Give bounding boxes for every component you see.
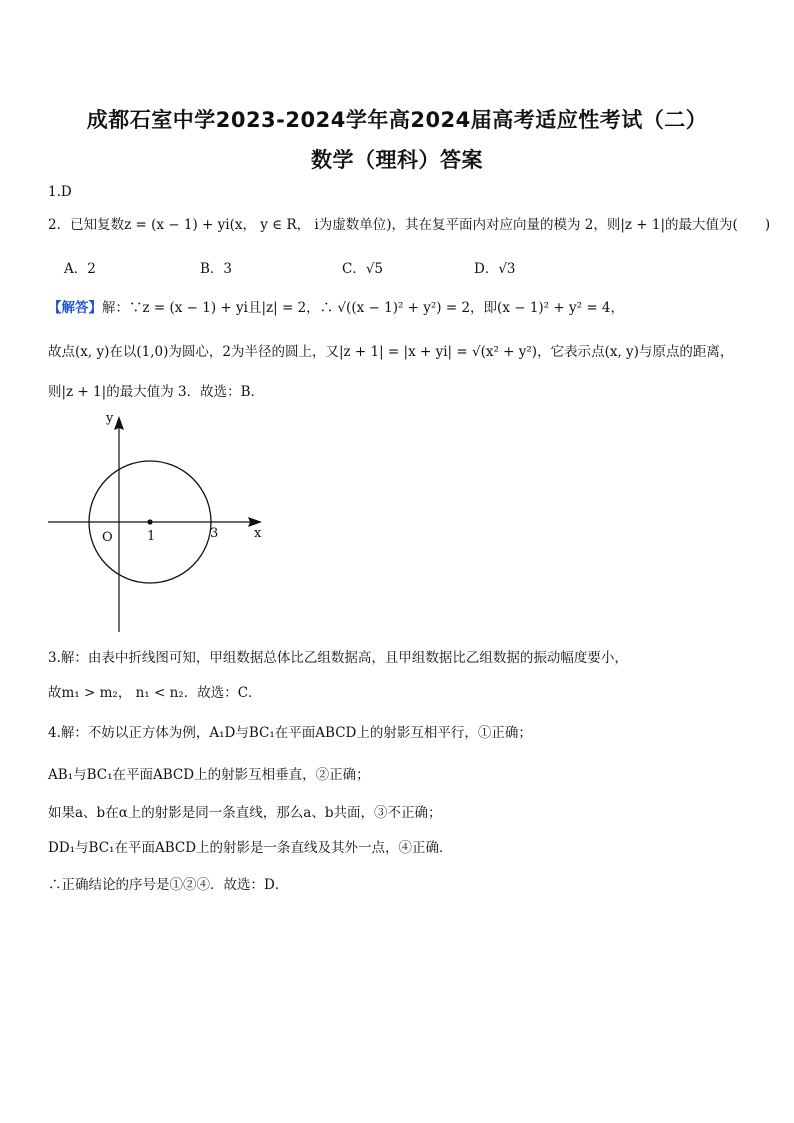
right-intercept-label: 3 [210, 526, 219, 541]
x-axis-label: x [254, 526, 262, 541]
solution-q3-line1: 3.解：由表中折线图可知，甲组数据总体比乙组数据高，且甲组数据比乙组数据的振动幅度要小， [48, 650, 628, 666]
solution-q4-line4: DD₁与BC₁在平面ABCD上的射影是一条直线及其外一点，④正确． [48, 840, 453, 856]
circle-graph [40, 402, 280, 642]
answer-label: 【解答】 [48, 300, 102, 316]
exam-subtitle: 数学（理科）答案 [311, 148, 483, 172]
solution-q4-line1: 4.解：不妨以正方体为例，A₁D与BC₁在平面ABCD上的射影互相平行，①正确； [48, 725, 532, 741]
solution-q4-line3: 如果a、b在α上的射影是同一条直线，那么a、b共面，③不正确； [48, 805, 442, 821]
y-axis-label: y [106, 411, 114, 426]
answer-q1: 1.D [48, 184, 72, 200]
solution-q4-line2: AB₁与BC₁在平面ABCD上的射影互相垂直，②正确； [48, 767, 370, 783]
solution-q3-line2: 故m₁ > m₂， n₁ < n₂．故选：C． [48, 685, 262, 701]
solution-q4-line5: ∴正确结论的序号是①②④．故选：D． [48, 877, 289, 893]
option-d: D．√3 [474, 261, 516, 277]
exam-title: 成都石室中学2023-2024学年高2024届高考适应性考试（二） [86, 108, 708, 132]
option-b: B．3 [200, 261, 233, 277]
solution-q2-line2: 故点(x, y)在以(1,0)为圆心，2为半径的圆上，又|z + 1| = |x + yi| = √(x² + y²)，它表示点(x, y)与原点的距离， [48, 344, 734, 360]
solution-q2-line1 [48, 296, 624, 316]
solution-q2-text1: 解：∵z = (x − 1) + yi且|z| = 2，∴ √((x − 1)² + y²) = 2，即(x − 1)² + y² = 4， [102, 300, 625, 316]
option-c: C．√5 [342, 261, 384, 277]
question-2-stem: 2．已知复数z = (x − 1) + yi(x， y ∈ R， i为虚数单位)，其在复平面内对应向量的模为 2，则|z + 1|的最大值为( ) [48, 217, 771, 233]
center-point [147, 519, 152, 524]
option-a: A．2 [64, 261, 96, 277]
solution-q2-line3: 则|z + 1|的最大值为 3．故选：B． [48, 384, 264, 400]
y-axis-arrow [114, 416, 124, 430]
origin-label: O [102, 530, 113, 545]
center-label: 1 [147, 529, 156, 544]
